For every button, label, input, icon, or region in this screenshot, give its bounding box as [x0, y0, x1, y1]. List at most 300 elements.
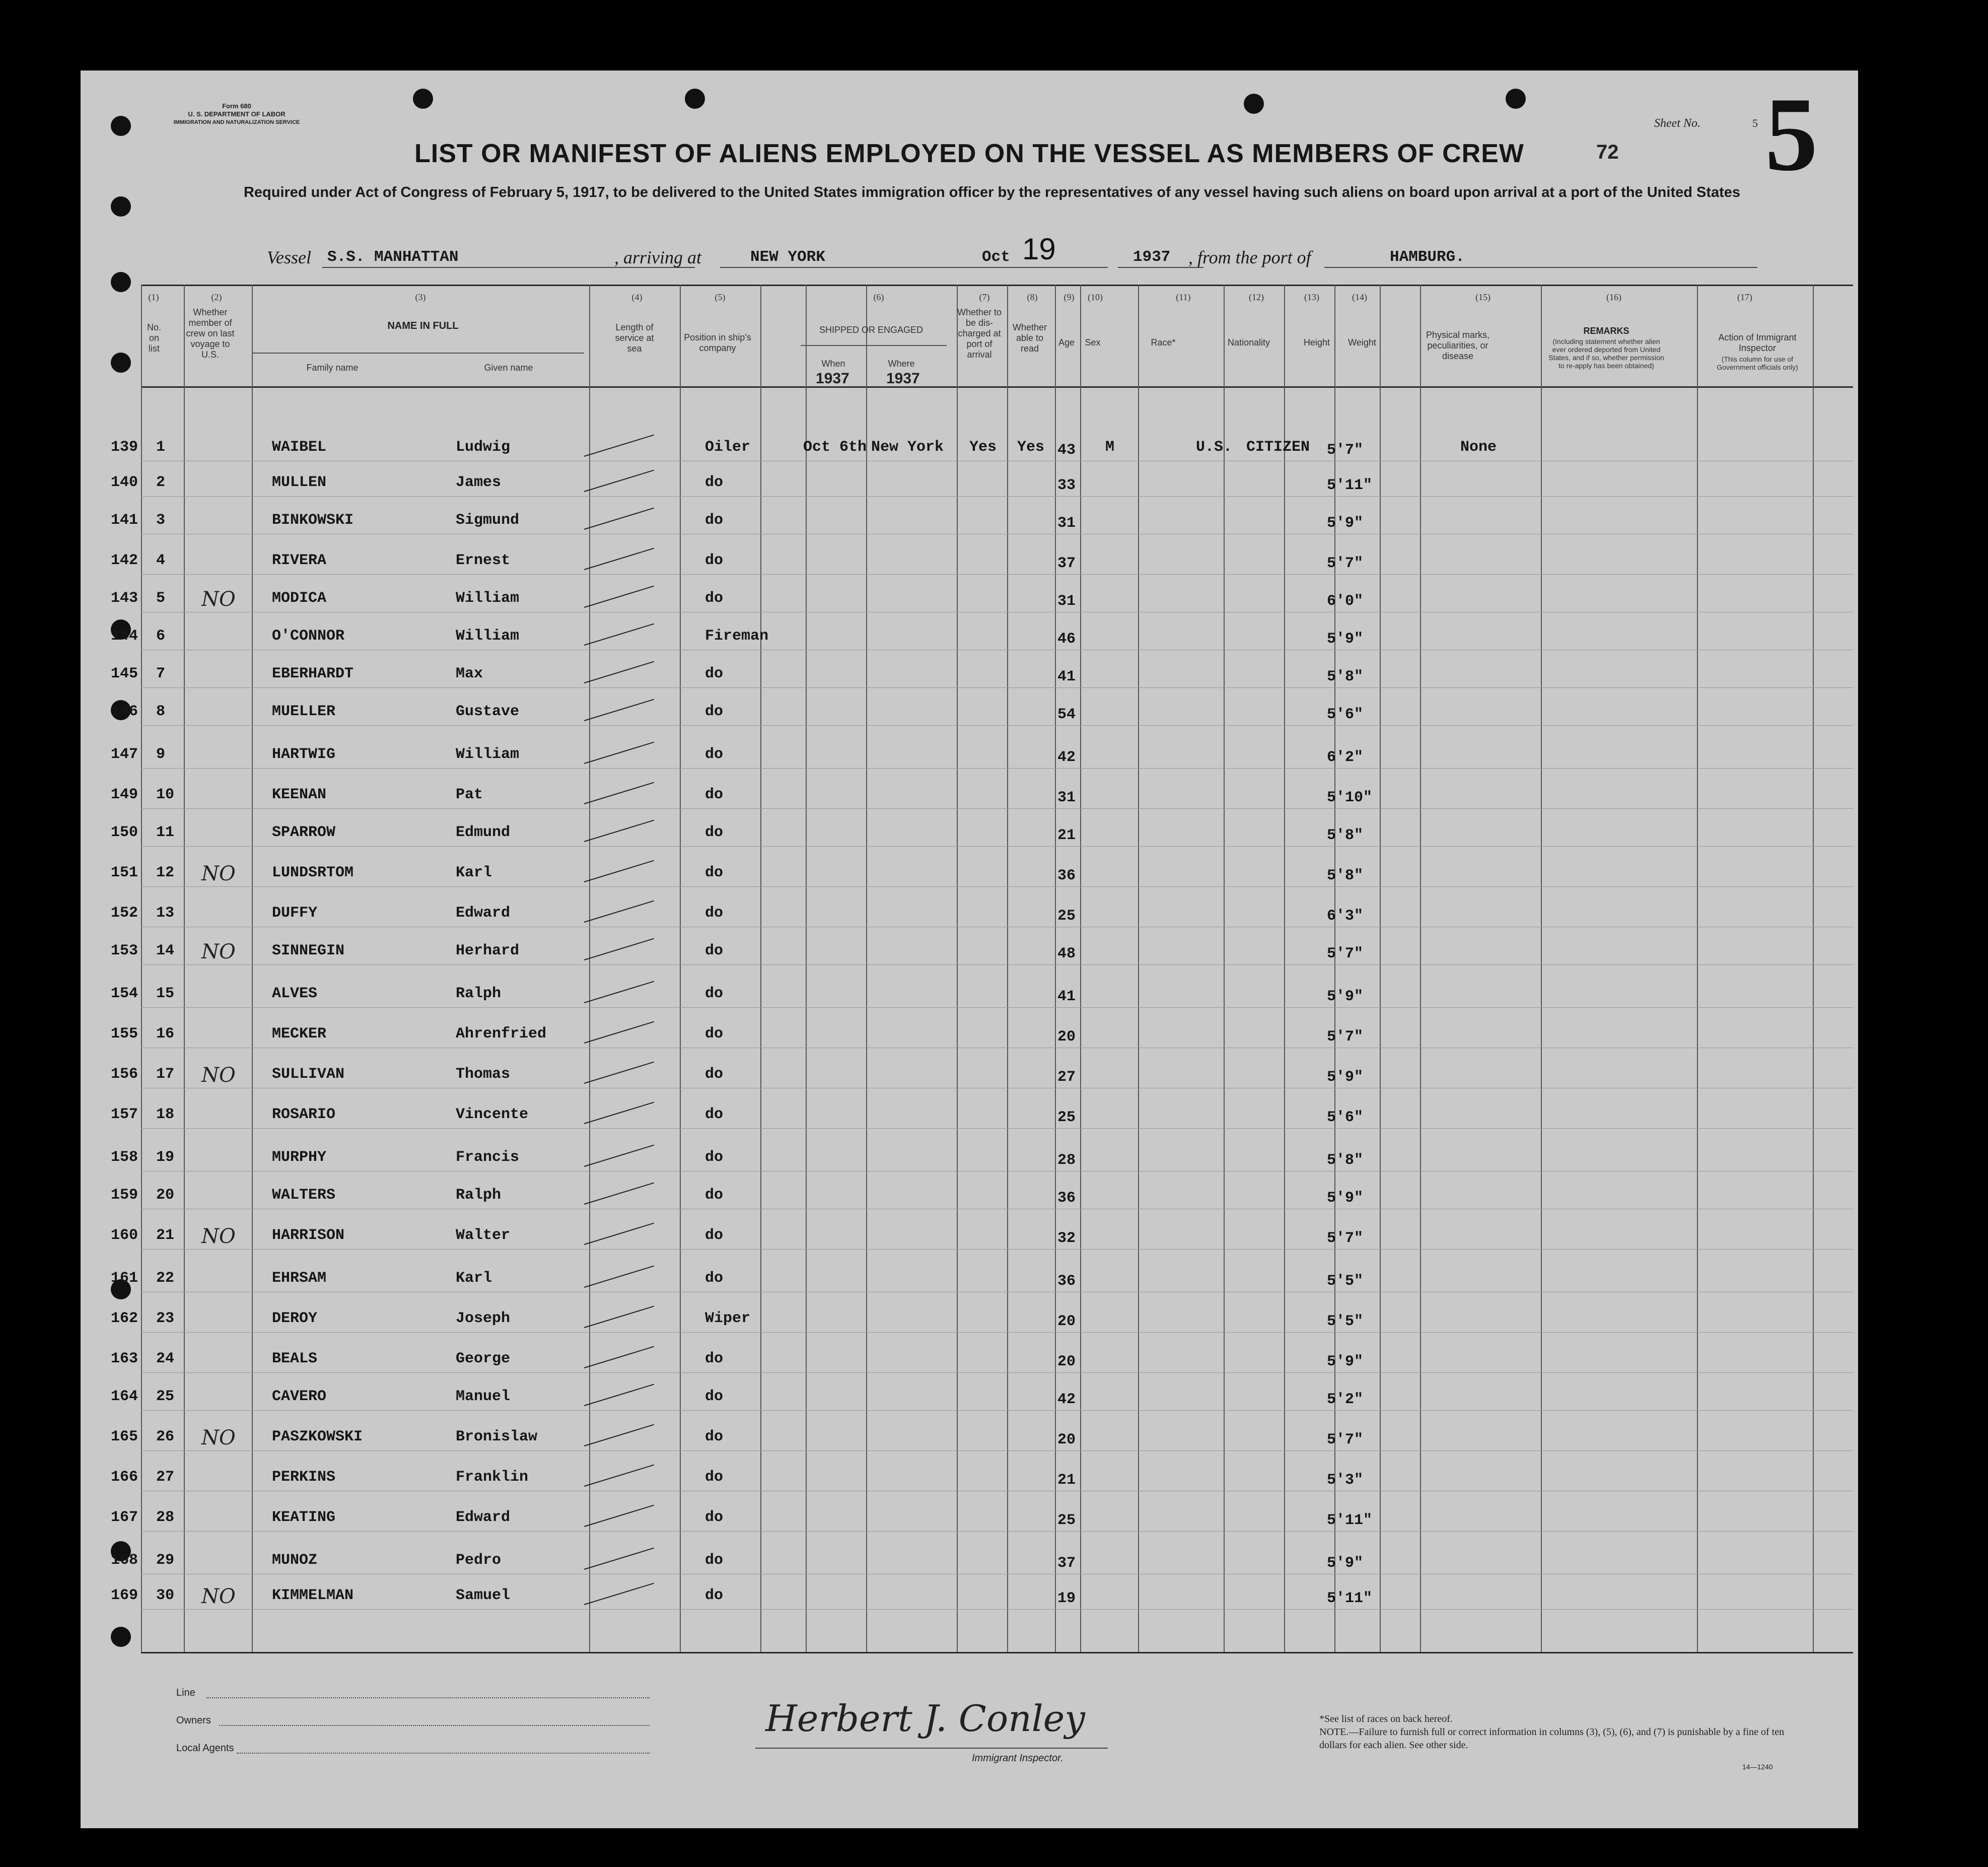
margin-row-number: 154 — [111, 985, 138, 1002]
service-tick-mark — [584, 1306, 654, 1328]
list-number: 10 — [156, 786, 175, 803]
margin-row-number: 166 — [111, 1469, 138, 1486]
column-number: (9) — [1063, 292, 1075, 302]
position: do — [705, 512, 724, 529]
given-name: Ahrenfried — [456, 1025, 547, 1043]
age: 21 — [1057, 827, 1076, 844]
owners-label: Owners — [176, 1715, 211, 1726]
height: 5'9" — [1327, 631, 1364, 648]
given-name: Manuel — [456, 1388, 511, 1405]
margin-row-number: 151 — [111, 864, 138, 881]
col-header-remarks: REMARKS — [1583, 326, 1629, 336]
col-header-prev-voyage: Whether member of crew on last voyage to U.S. — [186, 307, 235, 360]
line-field — [206, 1697, 650, 1699]
col-header-weight: Weight — [1348, 337, 1376, 348]
position: do — [705, 1066, 724, 1083]
height: 5'11" — [1327, 1512, 1373, 1529]
service-tick-mark — [584, 1145, 654, 1167]
service-tick-mark — [584, 1465, 654, 1487]
age: 25 — [1057, 1109, 1076, 1126]
col-header-age: Age — [1058, 337, 1075, 348]
list-number: 24 — [156, 1350, 175, 1367]
signature-line — [755, 1748, 1108, 1749]
list-number: 19 — [156, 1149, 175, 1166]
list-number: 25 — [156, 1388, 175, 1405]
list-number: 12 — [156, 864, 175, 881]
position: do — [705, 665, 724, 682]
height: 5'7" — [1327, 1230, 1364, 1247]
position: do — [705, 474, 724, 491]
family-name: EBERHARDT — [272, 665, 354, 682]
position: do — [705, 703, 724, 720]
age: 36 — [1057, 1273, 1076, 1290]
family-name: HARTWIG — [272, 746, 336, 763]
punch-hole — [111, 116, 131, 136]
age: 25 — [1057, 1512, 1076, 1529]
family-name: KEATING — [272, 1509, 336, 1526]
given-name: Gustave — [456, 703, 520, 720]
age: 37 — [1057, 1555, 1076, 1572]
list-number: 9 — [156, 746, 166, 763]
list-number: 8 — [156, 703, 166, 720]
position: do — [705, 905, 724, 922]
prev-voyage: NO — [201, 1585, 236, 1608]
row-rule — [141, 1332, 1853, 1333]
family-name: WAIBEL — [272, 439, 327, 456]
age: 48 — [1057, 945, 1076, 962]
margin-row-number: 141 — [111, 512, 138, 529]
column-number: (6) — [873, 292, 884, 302]
family-name: KEENAN — [272, 786, 327, 803]
margin-row-number: 161 — [111, 1270, 138, 1287]
column-number: (1) — [148, 292, 159, 302]
given-name: Vincente — [456, 1106, 529, 1123]
punch-hole — [111, 196, 131, 217]
punch-hole — [1244, 94, 1264, 114]
row-rule — [141, 964, 1853, 965]
page-subtitle: Required under Act of Congress of February 5, 1917, to be delivered to the United States immigration officer by the representatives of any vessel having such aliens on board upon arrival at a port of the United States — [243, 184, 1741, 200]
given-name: Max — [456, 665, 483, 682]
margin-row-number: 164 — [111, 1388, 138, 1405]
date-underline — [932, 267, 1108, 268]
service-tick-mark — [584, 1266, 654, 1288]
sex: M — [1105, 439, 1115, 456]
row-rule — [141, 846, 1853, 847]
list-number: 21 — [156, 1227, 175, 1244]
column-rule — [866, 285, 867, 1652]
departure-port: HAMBURG. — [1390, 248, 1465, 266]
column-number: (14) — [1352, 292, 1367, 302]
service-tick-mark — [584, 820, 654, 842]
shipped-when: Oct 6th — [803, 439, 867, 456]
margin-row-number: 156 — [111, 1066, 138, 1083]
height: 5'8" — [1327, 1152, 1364, 1169]
height: 5'2" — [1327, 1391, 1364, 1408]
column-rule — [1055, 285, 1056, 1652]
col-header-name: NAME IN FULL — [387, 320, 459, 331]
service-tick-mark — [584, 860, 654, 882]
column-number: (8) — [1027, 292, 1038, 302]
margin-row-number: 159 — [111, 1187, 138, 1204]
margin-row-number: 149 — [111, 786, 138, 803]
column-number: (16) — [1606, 292, 1621, 302]
age: 31 — [1057, 593, 1076, 610]
column-rule — [1284, 285, 1285, 1652]
height: 6'2" — [1327, 749, 1364, 766]
margin-row-number: 150 — [111, 824, 138, 841]
height: 5'9" — [1327, 1555, 1364, 1572]
arrival-year: 1937 — [1133, 248, 1171, 266]
col-header-sex: Sex — [1085, 337, 1101, 348]
family-name: PERKINS — [272, 1469, 336, 1486]
position: do — [705, 1350, 724, 1367]
service-tick-mark — [584, 1384, 654, 1406]
column-number: (5) — [715, 292, 726, 302]
prev-voyage: NO — [201, 940, 236, 963]
row-rule — [141, 1128, 1853, 1129]
service-tick-mark — [584, 508, 654, 530]
races-note: *See list of races on back hereof. — [1319, 1713, 1453, 1724]
list-number: 14 — [156, 942, 175, 959]
column-rule — [680, 285, 681, 1652]
punch-hole — [111, 353, 131, 373]
age: 20 — [1057, 1028, 1076, 1046]
given-name: Edward — [456, 1509, 511, 1526]
service-tick-mark — [584, 1021, 654, 1044]
service-tick-mark — [584, 1346, 654, 1368]
port-underline — [1324, 267, 1757, 268]
given-name: William — [456, 628, 520, 645]
row-rule — [141, 1249, 1853, 1250]
age: 20 — [1057, 1353, 1076, 1370]
row-rule — [141, 808, 1853, 809]
list-number: 22 — [156, 1270, 175, 1287]
service-tick-mark — [584, 624, 654, 646]
position: do — [705, 864, 724, 881]
given-name: Joseph — [456, 1310, 511, 1327]
margin-row-number: 139 — [111, 439, 138, 456]
margin-row-number: 163 — [111, 1350, 138, 1367]
col-header-nationality: Nationality — [1227, 337, 1270, 348]
service-tick-mark — [584, 1505, 654, 1527]
height: 5'3" — [1327, 1472, 1364, 1489]
row-rule — [141, 886, 1853, 887]
row-rule — [141, 1372, 1853, 1373]
given-name: Bronislaw — [456, 1428, 538, 1445]
nationality: CITIZEN — [1246, 439, 1310, 456]
agents-field — [237, 1753, 650, 1754]
age: 36 — [1057, 1190, 1076, 1207]
col-header-where: Where — [888, 359, 915, 369]
age: 20 — [1057, 1313, 1076, 1330]
given-name: Franklin — [456, 1469, 529, 1486]
position: do — [705, 1106, 724, 1123]
family-name: MUNOZ — [272, 1552, 318, 1569]
col-header-given: Given name — [484, 363, 533, 373]
list-number: 13 — [156, 905, 175, 922]
margin-row-number: 168 — [111, 1552, 138, 1569]
height: 5'5" — [1327, 1273, 1364, 1290]
margin-row-number: 157 — [111, 1106, 138, 1123]
service-tick-mark — [584, 1102, 654, 1124]
age: 28 — [1057, 1152, 1076, 1169]
service-tick-mark — [584, 782, 654, 804]
manifest-page — [81, 71, 1858, 1828]
family-name: MURPHY — [272, 1149, 327, 1166]
position: do — [705, 1270, 724, 1287]
row-rule — [141, 1609, 1853, 1610]
column-number: (3) — [415, 292, 426, 302]
column-number: (17) — [1737, 292, 1752, 302]
punch-hole — [1506, 89, 1526, 109]
col-header-no: No. on list — [147, 322, 161, 354]
column-rule — [184, 285, 185, 1652]
physical-marks: None — [1460, 439, 1497, 456]
row-rule — [141, 574, 1853, 575]
age: 42 — [1057, 749, 1076, 766]
family-name: WALTERS — [272, 1187, 336, 1204]
service-tick-mark — [584, 586, 654, 608]
shipped-where: New York — [871, 439, 944, 456]
row-rule — [141, 1531, 1853, 1532]
name-divider — [252, 353, 584, 354]
arriving-port: NEW YORK — [750, 248, 825, 266]
given-name: Karl — [456, 864, 492, 881]
position: do — [705, 1469, 724, 1486]
col-header-race: Race* — [1151, 337, 1176, 348]
col-header-read: Whether able to read — [1012, 322, 1047, 354]
position: do — [705, 1025, 724, 1043]
punch-hole — [111, 272, 131, 292]
margin-row-number: 158 — [111, 1149, 138, 1166]
when-year: 1937 — [816, 370, 849, 387]
shipped-divider — [801, 345, 947, 346]
arrival-day: 19 — [1022, 232, 1056, 266]
row-rule — [141, 725, 1853, 726]
family-name: SPARROW — [272, 824, 336, 841]
service-tick-mark — [584, 1183, 654, 1205]
family-name: MODICA — [272, 590, 327, 607]
table-header-border — [141, 386, 1853, 388]
column-rule — [252, 285, 253, 1652]
family-name: HARRISON — [272, 1227, 345, 1244]
height: 5'6" — [1327, 1109, 1364, 1126]
form-code: 14—1240 — [1742, 1763, 1773, 1771]
margin-row-number: 162 — [111, 1310, 138, 1327]
list-number: 3 — [156, 512, 166, 529]
col-header-when: When — [821, 359, 845, 369]
position: Wiper — [705, 1310, 751, 1327]
position: do — [705, 1509, 724, 1526]
height: 5'5" — [1327, 1313, 1364, 1330]
service-tick-mark — [584, 938, 654, 960]
given-name: Herhard — [456, 942, 520, 959]
list-number: 23 — [156, 1310, 175, 1327]
list-number: 11 — [156, 824, 175, 841]
margin-row-number: 160 — [111, 1227, 138, 1244]
list-number: 17 — [156, 1066, 175, 1083]
position: do — [705, 824, 724, 841]
position: do — [705, 942, 724, 959]
family-name: EHRSAM — [272, 1270, 327, 1287]
where-year: 1937 — [886, 370, 920, 387]
vessel-name: S.S. MANHATTAN — [327, 248, 459, 266]
column-number: (13) — [1304, 292, 1319, 302]
service-tick-mark — [584, 981, 654, 1003]
age: 21 — [1057, 1472, 1076, 1489]
service-tick-mark — [584, 470, 654, 492]
service-tick-mark — [584, 548, 654, 570]
margin-row-number: 140 — [111, 474, 138, 491]
family-name: ALVES — [272, 985, 318, 1002]
position: do — [705, 552, 724, 569]
row-rule — [141, 496, 1853, 497]
given-name: William — [456, 746, 520, 763]
margin-row-number: 165 — [111, 1428, 138, 1445]
list-number: 30 — [156, 1587, 175, 1604]
inspector-signature: Herbert J. Conley — [765, 1697, 1085, 1740]
sheet-label: Sheet No. — [1654, 117, 1700, 130]
height: 5'8" — [1327, 827, 1364, 844]
family-name: MECKER — [272, 1025, 327, 1043]
age: 43 — [1057, 442, 1076, 459]
height: 5'8" — [1327, 867, 1364, 884]
able-to-read: Yes — [1017, 439, 1045, 456]
given-name: James — [456, 474, 502, 491]
service-tick-mark — [584, 1062, 654, 1084]
position: do — [705, 1552, 724, 1569]
col-header-inspector: Action of Immigrant Inspector — [1718, 332, 1797, 353]
sheet-value: 5 — [1752, 117, 1758, 129]
column-number: (7) — [979, 292, 990, 302]
height: 5'6" — [1327, 706, 1364, 723]
service-name: IMMIGRATION AND NATURALIZATION SERVICE — [173, 119, 300, 125]
list-number: 4 — [156, 552, 166, 569]
height: 5'11" — [1327, 477, 1373, 494]
race: U.S. — [1196, 439, 1233, 456]
height: 5'7" — [1327, 1431, 1364, 1448]
family-name: MUELLER — [272, 703, 336, 720]
margin-row-number: 144 — [111, 628, 138, 645]
family-name: SULLIVAN — [272, 1066, 345, 1083]
list-number: 20 — [156, 1187, 175, 1204]
given-name: Pat — [456, 786, 483, 803]
given-name: Francis — [456, 1149, 520, 1166]
column-number: (12) — [1249, 292, 1264, 302]
service-tick-mark — [584, 699, 654, 721]
list-number: 1 — [156, 439, 166, 456]
list-number: 26 — [156, 1428, 175, 1445]
given-name: Sigmund — [456, 512, 520, 529]
height: 6'0" — [1327, 593, 1364, 610]
position: do — [705, 1587, 724, 1604]
col-header-marks: Physical marks, peculiarities, or disease — [1426, 330, 1490, 361]
list-number: 29 — [156, 1552, 175, 1569]
agents-label: Local Agents — [176, 1743, 234, 1754]
penalty-note: NOTE.—Failure to furnish full or correct information in columns (3), (5), (6), and (7) is punishable by a fine of ten dollars for each alien. See other side. — [1319, 1726, 1785, 1751]
age: 41 — [1057, 988, 1076, 1005]
height: 5'9" — [1327, 988, 1364, 1005]
age: 54 — [1057, 706, 1076, 723]
age: 41 — [1057, 668, 1076, 685]
service-tick-mark — [584, 1548, 654, 1570]
service-tick-mark — [584, 1583, 654, 1605]
footnote — [1319, 1712, 1813, 1752]
position: do — [705, 786, 724, 803]
row-rule — [141, 1007, 1853, 1008]
line-label: Line — [176, 1687, 195, 1698]
list-number: 15 — [156, 985, 175, 1002]
given-name: Edmund — [456, 824, 511, 841]
margin-row-number: 142 — [111, 552, 138, 569]
form-identifier — [154, 102, 320, 126]
prev-voyage: NO — [201, 588, 236, 611]
prev-voyage: NO — [201, 1225, 236, 1248]
family-name: KIMMELMAN — [272, 1587, 354, 1604]
family-name: DUFFY — [272, 905, 318, 922]
position: do — [705, 1428, 724, 1445]
vessel-label: Vessel — [267, 247, 311, 267]
list-number: 28 — [156, 1509, 175, 1526]
prev-voyage: NO — [201, 1426, 236, 1449]
family-name: PASZKOWSKI — [272, 1428, 363, 1445]
margin-row-number: 147 — [111, 746, 138, 763]
age: 25 — [1057, 908, 1076, 925]
list-number: 5 — [156, 590, 166, 607]
family-name: O'CONNOR — [272, 628, 345, 645]
service-tick-mark — [584, 661, 654, 683]
service-tick-mark — [584, 901, 654, 923]
age: 31 — [1057, 515, 1076, 532]
column-number: (10) — [1088, 292, 1103, 302]
age: 33 — [1057, 477, 1076, 494]
height: 5'7" — [1327, 1028, 1364, 1046]
col-header-family: Family name — [306, 363, 359, 373]
discharge: Yes — [969, 439, 997, 456]
column-rule — [1007, 285, 1008, 1652]
column-rule — [141, 285, 142, 1652]
age: 19 — [1057, 1590, 1076, 1607]
position: do — [705, 1149, 724, 1166]
height: 5'8" — [1327, 668, 1364, 685]
age: 46 — [1057, 631, 1076, 648]
column-rule — [1420, 285, 1421, 1652]
family-name: MULLEN — [272, 474, 327, 491]
column-rule — [1224, 285, 1225, 1652]
list-number: 6 — [156, 628, 166, 645]
age: 36 — [1057, 867, 1076, 884]
service-tick-mark — [584, 1424, 654, 1446]
column-number: (4) — [631, 292, 643, 302]
height: 5'9" — [1327, 1069, 1364, 1086]
department-name: U. S. DEPARTMENT OF LABOR — [188, 110, 286, 118]
margin-row-number: 153 — [111, 942, 138, 959]
height: 5'9" — [1327, 1353, 1364, 1370]
given-name: Walter — [456, 1227, 511, 1244]
age: 32 — [1057, 1230, 1076, 1247]
column-rule — [1541, 285, 1542, 1652]
col-header-discharge: Whether to be dis-charged at port of arrival — [957, 307, 1002, 360]
table-top-border — [141, 285, 1853, 286]
family-name: ROSARIO — [272, 1106, 336, 1123]
given-name: Ernest — [456, 552, 511, 569]
age: 31 — [1057, 789, 1076, 806]
given-name: Ralph — [456, 985, 502, 1002]
arriving-label: , arriving at — [614, 247, 702, 267]
owners-field — [219, 1725, 650, 1726]
margin-row-number: 152 — [111, 905, 138, 922]
family-name: CAVERO — [272, 1388, 327, 1405]
